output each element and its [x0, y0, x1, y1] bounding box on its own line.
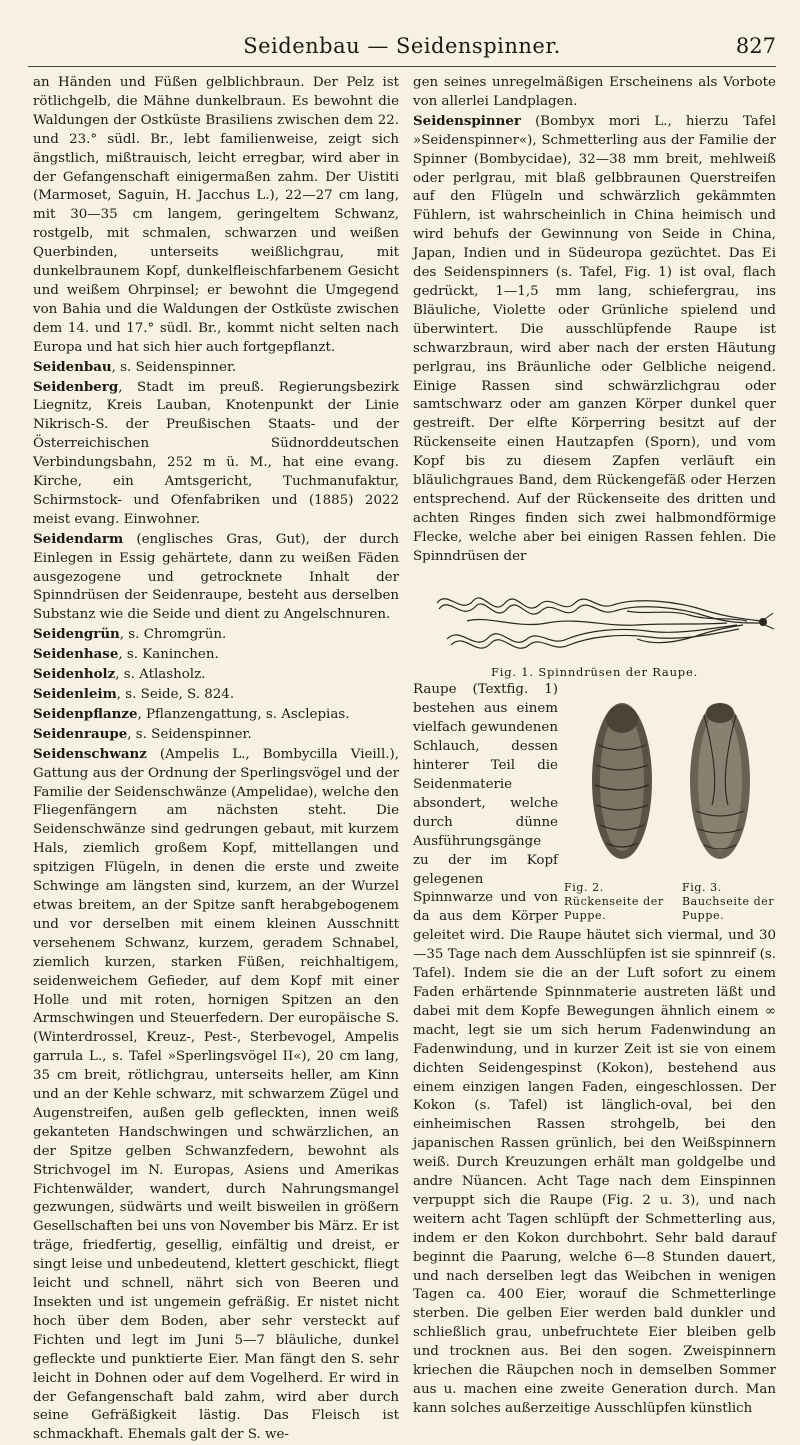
page-header	[28, 32, 776, 66]
paragraph-spinndruesen: Raupe (Textfig. 1) bestehen aus einem vielfach gewundenen Schlauch, dessen hinterer Teil die Seidenmaterie absondert, welche durch dünne Ausführungsgänge zu der im Kopf gelegenen Spinnwarze und von da aus dem Körper geleitet wird. Die Raupe häutet sich viermal, und 30—35 Tage nach dem Ausschlüpfen ist sie spinnreif (s. Tafel). Indem sie die an der Luft sofort zu einem Faden erhärtende Spinnmaterie austreten läßt und dabei mit dem Kopfe Bewegungen ähnlich einem ∞ macht, legt sie um sich herum Fadenwindung an Fadenwindung, und in kurzer Zeit ist sie von einem dichten Seidengespinst (Kokon), bestehend aus einem einzigen langen Faden, eingeschlossen. Der Kokon (s. Tafel) ist länglich-oval, bei den einheimischen Rassen strohgelb, bei den japanischen Rassen grünlich, bei den Weißspinnern weiß. Durch Kreuzungen erhält man goldgelbe und andre Nüancen. Acht Tage nach dem Einspinnen verpuppt sich die Raupe (Fig. 2 u. 3), und nach weitern acht Tagen schlüpft der Schmetterling aus, indem er den Kokon durchbohrt. Sehr bald darauf beginnt die Paarung, welche 6—8 Stunden dauert, und nach derselben legt das Weibchen in wenigen Tagen ca. 400 Eier, worauf die Schmetterlinge sterben. Die gelben Eier werden bald dunkler und schließlich grau, unbefruchtete Eier bleiben gelb und trocknen aus. Bei den sogen. Zweispinnern kriechen die Räupchen noch in demselben Sommer aus u. machen eine zweite Generation durch. Man kann solches außerzeitige Ausschlüpfen künstlich	[413, 682, 776, 1416]
entry-seidenbau	[33, 358, 399, 378]
entry-seidenberg	[33, 378, 399, 530]
entry-text: , Stadt im preuß. Regierungsbezirk Liegnitz, Kreis Lauban, Knotenpunkt der Linie Nikrisch-S. der Preußischen Staats- und der Österreichischen Südnorddeutschen Verbindungsbahn, 252 m ü. M., hat eine evang. Kirche, ein Amtsgericht, Tuchmanufaktur, Schirmstock- und Ofenfabriken und (1885) 2022 meist evang. Einwohner.	[33, 379, 399, 527]
headword: Seidenbau	[33, 358, 112, 375]
headword: Seidenspinner	[413, 112, 521, 129]
headword: Seidenhase	[33, 646, 119, 663]
figure-pupae	[564, 685, 776, 923]
running-head: Seidenbau — Seidenspinner.	[243, 34, 561, 58]
figure-spinndruesen	[427, 581, 777, 661]
headword: Seidenholz	[33, 666, 116, 683]
pupa-dorsal-icon	[592, 703, 652, 859]
entry-text: , s. Chromgrün.	[119, 627, 227, 643]
figure-3-caption: Fig. 3. Bauchseite der Puppe.	[682, 881, 775, 923]
entry-seidendarm	[33, 530, 399, 626]
silk-gland-illustration	[427, 581, 777, 661]
entry-text: , s. Kaninchen.	[118, 647, 219, 663]
entry-seidenholz	[33, 665, 399, 685]
headword: Seidendarm	[33, 530, 124, 547]
entry-seidenspinner	[413, 112, 776, 567]
right-column	[413, 74, 776, 1419]
pupa-ventral-icon	[690, 703, 750, 859]
figure-1-caption: Fig. 1. Spinndrüsen der Raupe.	[490, 664, 699, 679]
figure-2-caption: Fig. 2. Rückenseite der Puppe.	[564, 881, 664, 923]
entry-text: , s. Seidenspinner.	[111, 359, 237, 375]
entry-text: (Ampelis L., Bombycilla Vieill.), Gattung aus der Ordnung der Sperlingsvögel und der Familie der Seidenschwänze (Ampelidae), welche den Fliegenfängern am nächsten steht. Die Seidenschwänze sind gedrungen gebaut, mit kurzem Hals, ziemlich großem Kopf, mittellangen und spitzigen Flügeln, in denen die erste und zweite Schwinge am längsten sind, kurzem, an der Wurzel etwas breitem, an der Spitze sanft herabgebogenem und vor derselben mit einem kleinen Ausschnitt versehenem Schwanz, kurzem, geradem Schnabel, ziemlich kurzen, starken Füßen, reichhaltigem, seidenweichem Gefieder, auf dem Kopf mit einer Holle und mit roten, hornigen Spitzen an den Armschwingen und Steuerfedern. Der europäische S. (Winterdrossel, Kreuz-, Pest-, Sterbevogel, Ampelis garrula L., s. Tafel »Sperlingsvögel II«), 20 cm lang, 35 cm breit, rötlichgrau, unterseits heller, am Kinn und an der Kehle schwarz, mit schwarzem Zügel und Augenstreifen, außen gelb gefleckten, innen weiß gekanteten Handschwingen und schwärzlichen, an der Spitze gelben Schwanzfedern, bewohnt als Strichvogel im N. Europas, Asiens und Amerikas Fichtenwälder, wandert, durch Nahrungsmangel gezwungen, südwärts und weilt bisweilen in größern Gesellschaften bei uns von November bis März. Er ist träge, friedfertig, gesellig, einfältig und dreist, er singt leise und unbedeutend, klettert geschickt, fliegt leicht und schnell, nährt sich von Beeren und Insekten und ist ungemein gefräßig. Er nistet nicht hoch über dem Boden, aber sehr versteckt auf Fichten und legt im Juni 5—7 bläuliche, dunkel gefleckte und punktierte Eier. Man fängt den S. sehr leicht in Dohnen oder auf dem Vogelherd. Er wird in der Gefangenschaft bald zahm, wird aber durch seine Gefräßigkeit lästig. Das Fleisch ist schmackhaft. Ehemals galt der S. we-	[33, 746, 400, 1443]
entry-text: , s. Seide, S. 824.	[116, 687, 235, 702]
entry-seidengruen	[33, 625, 399, 645]
paragraph-continuation: gen seines unregelmäßigen Erscheinens als Vorbote von allerlei Landplagen.	[413, 75, 776, 109]
headword: Seidenschwanz	[33, 745, 147, 762]
text-with-pupa-figures	[413, 681, 776, 1418]
headword: Seidenpflanze	[33, 705, 138, 722]
entry-text: , s. Atlasholz.	[115, 667, 206, 683]
left-column	[33, 74, 399, 1445]
headword: Seidenberg	[33, 378, 119, 395]
entry-text: , Pflanzengattung, s. Asclepias.	[137, 706, 350, 722]
entry-text: , s. Seidenspinner.	[127, 726, 252, 742]
entry-seidenschwanz	[33, 745, 399, 1445]
page-number: 827	[735, 34, 776, 58]
header-rule	[28, 66, 776, 67]
headword: Seidenraupe	[33, 725, 128, 742]
headword: Seidenleim	[33, 686, 117, 702]
entry-seidenleim	[33, 685, 399, 705]
headword: Seidengrün	[33, 626, 120, 643]
entry-text: (Bombyx mori L., hierzu Tafel »Seidenspinner«), Schmetterling aus der Familie der Spinner (Bombycidae), 32—38 mm breit, mehlweiß oder perlgrau, mit blaß gelbbraunen Querstreifen auf den Flügeln und schwärzlich gekämmten Fühlern, ist wahrscheinlich in China heimisch und wird behufs der Gewinnung von Seide in China, Japan, Indien und in Südeuropa gezüchtet. Das Ei des Seidenspinners (s. Tafel, Fig. 1) ist oval, flach gedrückt, 1—1,5 mm lang, schiefergrau, ins Bläuliche, Violette oder Grünliche spielend und überwintert. Die ausschlüpfende Raupe ist schwarzbraun, wird aber nach der ersten Häutung perlgrau, ins Bräunliche oder Gelbliche neigend. Einige Rassen sind schwärzlichgrau oder samtschwarz oder am ganzen Körper dunkel quer gestreift. Der elfte Körperring besitzt auf der Rückenseite einen Hautzapfen (Sporn), und vom Kopf bis zu diesem Zapfen verläuft ein bläulichgraues Band, dem Rückengefäß oder Herzen entsprechend. Auf der Rückenseite des dritten und achten Ringes finden sich zwei halbmondförmige Flecke, welche aber bei einigen Rassen fehlen. Die Spinndrüsen der	[413, 113, 776, 564]
paragraph-uistiti: an Händen und Füßen gelblichbraun. Der Pelz ist rötlichgelb, die Mähne dunkelbraun. Es bewohnt die Waldungen der Ostküste Brasiliens zwischen dem 22. und 23.° südl. Br., lebt familienweise, zeigt sich ängstlich, mißtrauisch, leicht erregbar, wird aber in der Gefangenschaft einigermaßen zahm. Der Uistiti (Marmoset, Saguin, H. Jacchus L.), 22—27 cm lang, mit 30—35 cm langem, geringeltem Schwanz, rostgelb, mit schmalen, schwarzen und weißen Querbinden, unterseits weißlichgrau, mit dunkelbraunem Kopf, dunkelfleischfarbenem Gesicht und weißem Ohrpinsel; er bewohnt die Umgegend von Bahia und die Waldungen der Ostküste zwischen dem 14. und 17.° südl. Br., kommt nicht selten nach Europa und hat sich hier auch fortgepflanzt.	[33, 75, 399, 355]
entry-seidenraupe	[33, 725, 399, 745]
entry-seidenhase	[33, 645, 399, 665]
entry-text: (englisches Gras, Gut), der durch Einlegen in Essig gehärtete, dann zu weißen Fäden ausgezogene und getrocknete Inhalt der Spinndrüsen der Seidenraupe, besteht aus derselben Substanz wie die Seide und dient zu Angelschnuren.	[33, 531, 399, 623]
entry-seidenpflanze	[33, 705, 399, 725]
pupa-illustrations	[564, 685, 776, 881]
